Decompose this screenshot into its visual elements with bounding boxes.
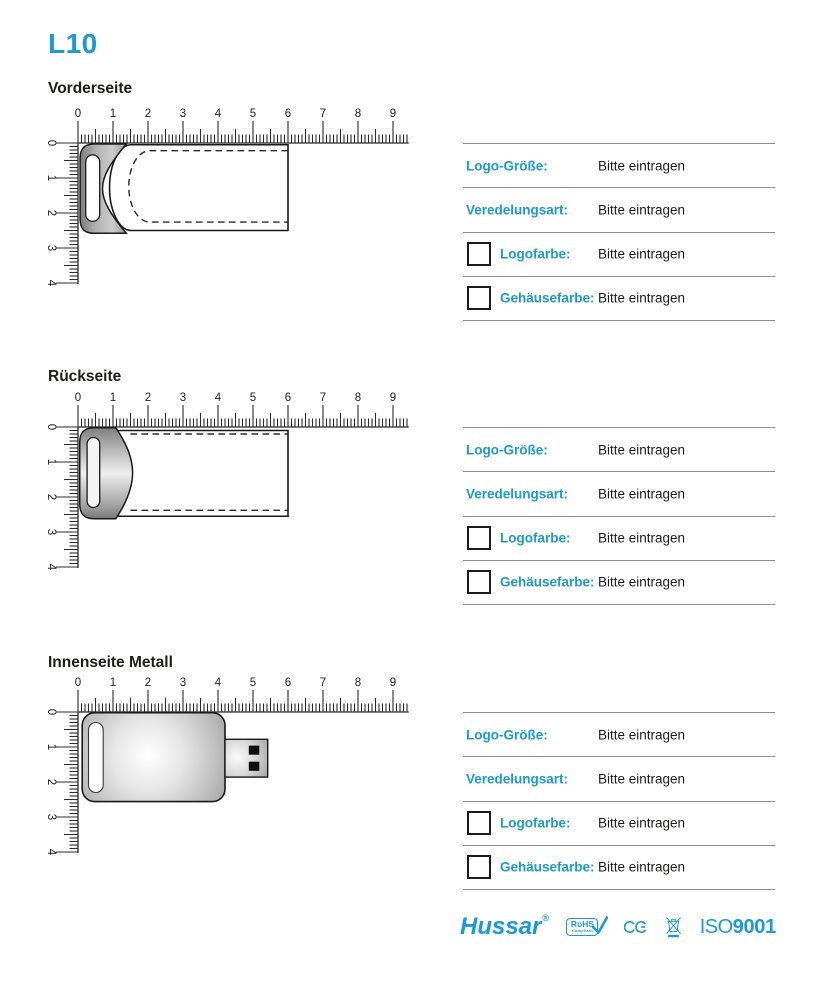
svg-text:3: 3 [179, 677, 187, 689]
svg-text:2: 2 [45, 778, 57, 786]
svg-text:5: 5 [249, 392, 257, 404]
field-label: Gehäusefarbe: [500, 574, 595, 590]
svg-text:6: 6 [284, 392, 292, 404]
gehaeusefarbe-checkbox[interactable] [467, 855, 491, 879]
svg-text:0: 0 [74, 677, 82, 689]
page-title: L10 [48, 28, 98, 59]
form-row-logo-size [463, 427, 775, 471]
form-row-logo-color [463, 801, 775, 845]
usb-stick-diagram-front [40, 98, 420, 298]
svg-text:0: 0 [45, 423, 57, 431]
svg-text:0: 0 [45, 708, 57, 716]
svg-text:2: 2 [45, 209, 57, 217]
field-label: Veredelungsart: [466, 202, 569, 218]
field-value: Bitte eintragen [598, 486, 686, 502]
form-row-finish [463, 471, 775, 515]
field-label: Gehäusefarbe: [500, 290, 595, 306]
field-value: Bitte eintragen [598, 771, 686, 787]
svg-text:1: 1 [45, 458, 57, 466]
brand-text: Hussar [460, 913, 542, 940]
svg-text:6: 6 [284, 108, 292, 120]
logofarbe-checkbox[interactable] [467, 526, 491, 550]
gehaeusefarbe-checkbox[interactable] [467, 286, 491, 310]
form-row-case-color [463, 560, 775, 604]
svg-text:7: 7 [319, 677, 327, 689]
field-label: Logofarbe: [500, 530, 571, 546]
field-label: Logo-Größe: [466, 158, 548, 174]
field-value: Bitte eintragen [598, 574, 686, 590]
logofarbe-checkbox[interactable] [467, 242, 491, 266]
certification-footer [460, 906, 776, 948]
form-row-logo-size [463, 143, 775, 187]
svg-text:8: 8 [354, 392, 362, 404]
svg-text:7: 7 [319, 392, 327, 404]
usb-stick-diagram-inner [40, 667, 420, 867]
spec-form-back [463, 427, 775, 605]
svg-text:4: 4 [45, 848, 57, 856]
svg-text:0: 0 [74, 108, 82, 120]
svg-text:3: 3 [179, 392, 187, 404]
svg-text:1: 1 [109, 392, 117, 404]
section-heading-back: Rückseite [48, 368, 122, 385]
svg-text:2: 2 [144, 677, 152, 689]
svg-text:0: 0 [45, 139, 57, 147]
svg-text:2: 2 [45, 493, 57, 501]
spec-form-inner [463, 712, 775, 890]
svg-text:6: 6 [284, 677, 292, 689]
svg-text:1: 1 [45, 174, 57, 182]
svg-text:3: 3 [179, 108, 187, 120]
checkmark-icon [592, 916, 608, 935]
field-label: Logofarbe: [500, 246, 571, 262]
svg-text:3: 3 [45, 244, 57, 252]
rohs-badge [566, 918, 606, 937]
form-row-case-color [463, 845, 775, 889]
field-value: Bitte eintragen [598, 859, 686, 875]
ce-mark-icon [624, 920, 648, 934]
svg-text:3: 3 [45, 813, 57, 821]
field-value: Bitte eintragen [598, 530, 686, 546]
svg-text:9: 9 [389, 392, 397, 404]
svg-text:4: 4 [45, 279, 57, 287]
section-heading-front: Vorderseite [48, 80, 133, 97]
svg-text:2: 2 [144, 392, 152, 404]
form-row-logo-color [463, 232, 775, 276]
field-label: Gehäusefarbe: [500, 859, 595, 875]
svg-text:4: 4 [214, 108, 222, 120]
svg-text:9: 9 [389, 677, 397, 689]
form-row-logo-color [463, 516, 775, 560]
iso9001-label: ISO 9001 [699, 916, 776, 938]
field-value: Bitte eintragen [598, 202, 686, 218]
field-label: Logo-Größe: [466, 442, 548, 458]
field-label: Logofarbe: [500, 815, 571, 831]
rohs-badge-box: RoHS Compliant [566, 918, 598, 936]
field-value: Bitte eintragen [598, 246, 686, 262]
registered-trademark-icon: ® [542, 913, 550, 923]
svg-text:8: 8 [354, 677, 362, 689]
field-label: Veredelungsart: [466, 486, 569, 502]
svg-text:9: 9 [389, 108, 397, 120]
field-value: Bitte eintragen [598, 290, 686, 306]
field-label: Logo-Größe: [466, 727, 548, 743]
svg-text:2: 2 [144, 108, 152, 120]
svg-text:1: 1 [45, 743, 57, 751]
section-heading-inner: Innenseite Metall [48, 654, 173, 671]
field-label: Veredelungsart: [466, 771, 569, 787]
svg-text:4: 4 [214, 677, 222, 689]
svg-text:5: 5 [249, 108, 257, 120]
svg-text:1: 1 [109, 677, 117, 689]
svg-text:3: 3 [45, 528, 57, 536]
form-row-logo-size [463, 712, 775, 756]
svg-text:7: 7 [319, 108, 327, 120]
svg-text:4: 4 [45, 563, 57, 571]
field-value: Bitte eintragen [598, 815, 686, 831]
usb-stick-diagram-back [40, 382, 420, 582]
hussar-brand-logo [460, 915, 549, 939]
svg-text:4: 4 [214, 392, 222, 404]
svg-text:5: 5 [249, 677, 257, 689]
form-row-case-color [463, 276, 775, 320]
logofarbe-checkbox[interactable] [467, 811, 491, 835]
spec-form-front [463, 143, 775, 321]
svg-text:1: 1 [109, 108, 117, 120]
weee-bin-icon [665, 916, 682, 938]
field-value: Bitte eintragen [598, 158, 686, 174]
gehaeusefarbe-checkbox[interactable] [467, 570, 491, 594]
svg-text:0: 0 [74, 392, 82, 404]
field-value: Bitte eintragen [598, 727, 686, 743]
svg-text:8: 8 [354, 108, 362, 120]
form-row-finish [463, 187, 775, 231]
form-row-finish [463, 756, 775, 800]
field-value: Bitte eintragen [598, 442, 686, 458]
